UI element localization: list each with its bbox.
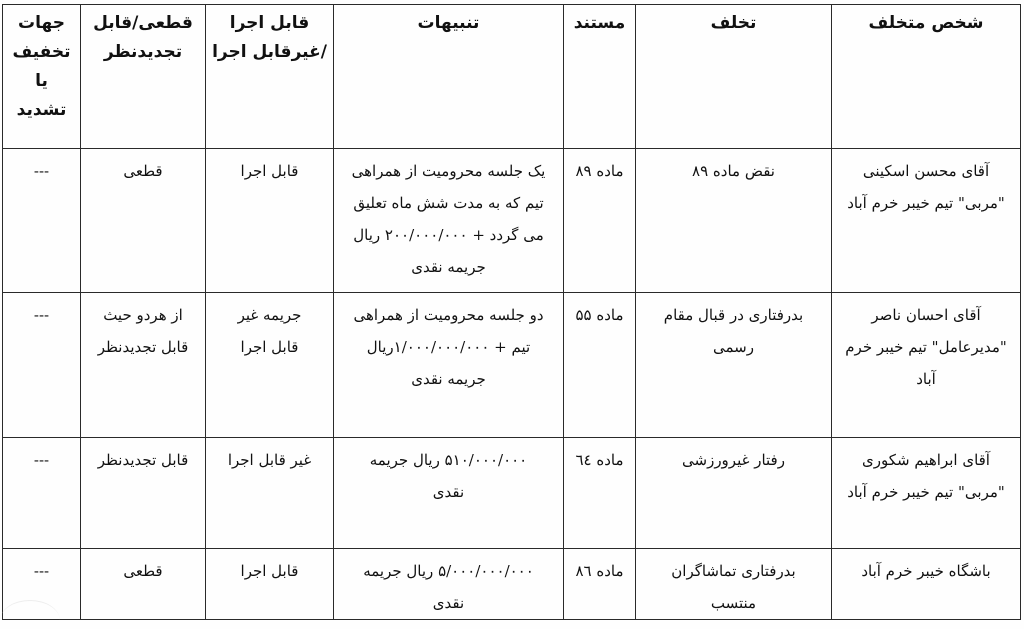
- enforceable-line: جریمه غیر: [237, 306, 302, 324]
- cell-violation: [636, 293, 832, 438]
- penalty-line: تیم + ۱/۰۰۰/۰۰۰/۰۰۰ریال: [366, 338, 531, 356]
- violation-line: منتسب: [710, 594, 757, 612]
- header-enforceable-line: /غیرقابل اجرا: [212, 42, 327, 62]
- cell-violation: [636, 438, 832, 549]
- cell-enforceable: [206, 549, 334, 620]
- person-line: "مدیرعامل" تیم خیبر خرم: [845, 338, 1007, 356]
- cell-mitigation: [3, 149, 81, 293]
- header-enforceable-line: قابل اجرا: [229, 13, 310, 33]
- final-line: قابل تجدیدنظر: [97, 451, 189, 469]
- penalty-line: تیم که به مدت شش ماه تعلیق: [353, 194, 544, 212]
- header-reference: [564, 5, 636, 149]
- penalty-line: ۵/۰۰۰/۰۰۰/۰۰۰ ریال جریمه: [363, 562, 534, 580]
- cell-penalties: [334, 293, 564, 438]
- person-line: آباد: [916, 370, 936, 388]
- penalty-line: دو جلسه محرومیت از همراهی: [353, 306, 544, 324]
- cell-enforceable: [206, 293, 334, 438]
- cell-person: [832, 438, 1021, 549]
- person-line: باشگاه خیبر خرم آباد: [861, 562, 991, 580]
- reference-value: ماده ٨٦: [575, 562, 624, 580]
- violation-line: رسمی: [713, 338, 754, 356]
- header-mitigation-line: تخفیف: [12, 42, 71, 62]
- cell-enforceable: [206, 438, 334, 549]
- table-row: [3, 149, 1021, 293]
- cell-enforceable: [206, 149, 334, 293]
- cell-person: [832, 549, 1021, 620]
- violation-line: بدرفتاری در قبال مقام: [663, 306, 804, 324]
- table-row: [3, 293, 1021, 438]
- mitigation-value: ---: [33, 162, 50, 180]
- penalty-line: نقدی: [432, 594, 465, 612]
- header-mitigation-line: تشدید: [16, 100, 67, 120]
- cell-violation: [636, 149, 832, 293]
- header-mitigation-line: یا: [35, 71, 48, 91]
- header-mitigation: [3, 5, 81, 149]
- penalty-line: ۵۱۰/۰۰۰/۰۰۰ ریال جریمه: [369, 451, 528, 469]
- cell-penalties: [334, 438, 564, 549]
- header-penalties-label: تنبیهات: [417, 13, 480, 33]
- header-reference-label: مستند: [573, 13, 626, 33]
- header-person: [832, 5, 1021, 149]
- enforceable-line: قابل اجرا: [240, 562, 299, 580]
- cell-final-appealable: [81, 438, 206, 549]
- header-final-line: قطعی/قابل: [93, 13, 193, 33]
- cell-mitigation: [3, 438, 81, 549]
- final-line: قطعی: [123, 562, 163, 580]
- penalty-line: جریمه نقدی: [411, 258, 486, 276]
- disciplinary-verdicts-table: [2, 4, 1021, 620]
- reference-value: ماده ۵۵: [575, 306, 624, 324]
- final-line: قابل تجدیدنظر: [97, 338, 189, 356]
- header-penalties: [334, 5, 564, 149]
- person-line: "مربی" تیم خیبر خرم آباد: [847, 483, 1005, 501]
- reference-value: ماده ٦٤: [575, 451, 624, 469]
- enforceable-line: قابل اجرا: [240, 162, 299, 180]
- header-violation-label: تخلف: [710, 13, 757, 33]
- final-line: از هردو حیث: [103, 306, 183, 324]
- person-line: آقای احسان ناصر: [871, 306, 981, 324]
- cell-violation: [636, 549, 832, 620]
- violation-line: نقض ماده ۸۹: [692, 162, 775, 180]
- cell-person: [832, 293, 1021, 438]
- cell-final-appealable: [81, 293, 206, 438]
- penalty-line: نقدی: [432, 483, 465, 501]
- person-line: آقای ابراهیم شکوری: [862, 451, 990, 469]
- penalty-line: یک جلسه محرومیت از همراهی: [351, 162, 546, 180]
- table-row: [3, 549, 1021, 620]
- cell-person: [832, 149, 1021, 293]
- header-violation: [636, 5, 832, 149]
- header-row: [3, 5, 1021, 149]
- header-final-appealable: [81, 5, 206, 149]
- cell-penalties: [334, 549, 564, 620]
- cell-reference: [564, 549, 636, 620]
- person-line: "مربی" تیم خیبر خرم آباد: [847, 194, 1005, 212]
- header-final-line: تجدیدنظر: [103, 42, 183, 62]
- header-person-label: شخص متخلف: [868, 13, 984, 33]
- cell-reference: [564, 293, 636, 438]
- enforceable-line: قابل اجرا: [240, 338, 299, 356]
- enforceable-line: غیر قابل اجرا: [227, 451, 312, 469]
- penalty-line: می گردد + ۲۰۰/۰۰۰/۰۰۰ ریال: [353, 226, 544, 244]
- mitigation-value: ---: [33, 306, 50, 324]
- faint-stamp-mark: [0, 600, 60, 641]
- penalty-line: جریمه نقدی: [411, 370, 486, 388]
- header-enforceable: [206, 5, 334, 149]
- reference-value: ماده ۸۹: [575, 162, 624, 180]
- violation-line: رفتار غیرورزشی: [682, 451, 785, 469]
- person-line: آقای محسن اسکینی: [862, 162, 990, 180]
- final-line: قطعی: [123, 162, 163, 180]
- cell-penalties: [334, 149, 564, 293]
- violation-line: بدرفتاری تماشاگران: [671, 562, 796, 580]
- cell-reference: [564, 438, 636, 549]
- table-row: [3, 438, 1021, 549]
- cell-mitigation: [3, 293, 81, 438]
- header-mitigation-line: جهات: [18, 13, 65, 33]
- cell-reference: [564, 149, 636, 293]
- cell-final-appealable: [81, 149, 206, 293]
- mitigation-value: ---: [33, 562, 50, 580]
- mitigation-value: ---: [33, 451, 50, 469]
- cell-final-appealable: [81, 549, 206, 620]
